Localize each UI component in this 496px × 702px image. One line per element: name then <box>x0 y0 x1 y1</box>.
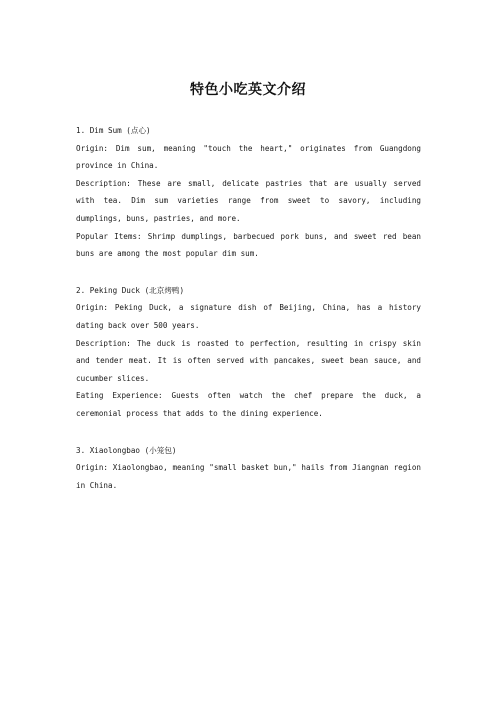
page-title: 特色小吃英文介绍 <box>190 82 306 98</box>
section-heading: 1. Dim Sum (点心) <box>76 126 151 135</box>
section-paragraph: Description: These are small, delicate pastries that are usually served with tea. Dim sum varieties range from sweet to savory, including dumplings, buns, pastries, and more. <box>76 178 421 223</box>
section-paragraph: Origin: Xiaolongbao, meaning "small basket bun," hails from Jiangnan region in China. <box>76 463 421 490</box>
section-paragraph: Eating Experience: Guests often watch the chef prepare the duck, a ceremonial process that adds to the dining experience. <box>76 391 421 418</box>
section-dim-sum <box>76 122 421 263</box>
document-body <box>76 122 421 513</box>
section-xiaolongbao <box>76 442 421 495</box>
section-peking-duck <box>76 282 421 423</box>
section-paragraph: Description: The duck is roasted to perfection, resulting in crispy skin and tender meat. It is often served with pancakes, sweet bean sauce, and cucumber slices. <box>76 338 421 383</box>
section-heading: 3. Xiaolongbao (小笼包) <box>76 445 177 455</box>
section-heading: 2. Peking Duck (北京烤鸭) <box>76 285 185 295</box>
section-paragraph: Popular Items: Shrimp dumplings, barbecued pork buns, and sweet red bean buns are among the most popular dim sum. <box>76 231 421 259</box>
section-paragraph: Origin: Dim sum, meaning "touch the heart," originates from Guangdong province in China. <box>76 143 421 171</box>
section-paragraph: Origin: Peking Duck, a signature dish of Beijing, China, has a history dating back over 500 years. <box>76 303 421 330</box>
